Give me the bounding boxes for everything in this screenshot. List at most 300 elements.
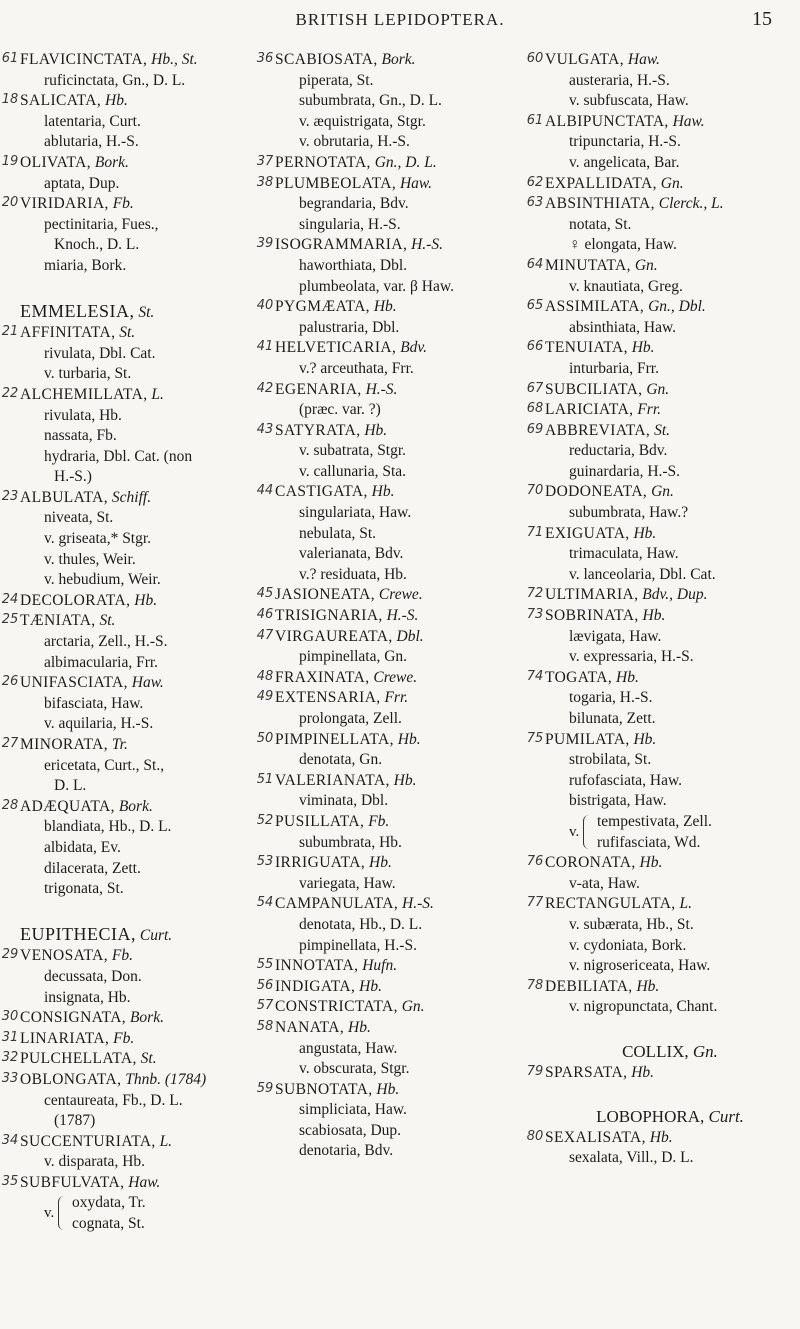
species-name: VIRIDARIA,	[20, 195, 109, 213]
synonym-line	[275, 91, 540, 112]
handwritten-number: 49	[256, 689, 274, 705]
synonym-line	[545, 71, 795, 92]
synonym-line	[20, 859, 272, 880]
species-name: PYGMÆATA,	[275, 298, 370, 316]
synonym: pectinitaria, Fues.,	[44, 215, 159, 233]
synonym: denotata, Hb., D. L.	[299, 915, 423, 933]
author: Crewe.	[375, 586, 423, 604]
synonym: ablutaria, H.-S.	[44, 133, 139, 151]
synonym: ♀ elongata, Haw.	[569, 236, 677, 254]
species-entry	[1, 1008, 272, 1029]
species-name: OLIVATA,	[20, 153, 91, 171]
synonym-line	[20, 632, 272, 653]
species-name: ABSINTHIATA,	[545, 195, 655, 213]
synonym: v. subærata, Hb., St.	[569, 915, 694, 933]
author: Haw.	[124, 1173, 161, 1191]
author: L.	[147, 385, 164, 403]
author: Hb.	[389, 771, 417, 789]
synonym-line	[20, 508, 272, 529]
synonym: latentaria, Curt.	[44, 112, 141, 130]
species-entry	[526, 585, 795, 606]
handwritten-number: 66	[526, 339, 544, 355]
species-name: EGENARIA,	[275, 380, 362, 398]
author: Bork.	[114, 797, 153, 815]
author: Gn.	[642, 380, 670, 398]
genus-name: EMMELESIA,	[20, 300, 135, 321]
handwritten-number: 61	[526, 112, 544, 128]
species-name: ULTIMARIA,	[545, 586, 639, 604]
handwritten-number: 69	[526, 421, 544, 437]
handwritten-number: 23	[1, 488, 19, 504]
author: Hb.	[344, 1018, 371, 1036]
species-name: ASSIMILATA,	[545, 298, 645, 316]
handwritten-number: 55	[256, 957, 274, 973]
handwritten-number: 64	[526, 256, 544, 272]
synonym: v. subfuscata, Haw.	[569, 92, 689, 110]
synonym-line	[20, 215, 272, 236]
synonym-line	[20, 467, 272, 488]
synonym-line	[20, 694, 272, 715]
species-name: TENUIATA,	[545, 339, 628, 357]
synonym-line	[275, 215, 540, 236]
genus-name	[545, 1107, 795, 1128]
species-entry	[526, 977, 795, 998]
handwritten-number: 36	[256, 51, 274, 66]
author: Crewe.	[369, 668, 418, 686]
author: H.-S.	[361, 380, 398, 398]
synonym: bifasciata, Haw.	[44, 694, 144, 712]
handwritten-number: 38	[256, 174, 274, 190]
synonym-line	[545, 277, 795, 298]
author: Bdv.	[396, 339, 428, 357]
synonym-line	[275, 71, 540, 92]
synonym: pimpinellata, Gn.	[299, 648, 408, 666]
species-entry	[1, 797, 272, 818]
author: Gn., Dbl.	[644, 298, 706, 316]
handwritten-number: 60	[526, 51, 544, 66]
synonym: aptata, Dup.	[44, 174, 120, 192]
synonym-line	[545, 441, 795, 462]
handwritten-number: 43	[256, 421, 274, 437]
genus-heading	[545, 1042, 795, 1063]
handwritten-number: 47	[256, 627, 274, 643]
synonym: hydraria, Dbl. Cat. (non	[44, 447, 193, 465]
synonym-line	[20, 550, 272, 571]
synonym-line	[275, 565, 540, 586]
species-entry	[256, 606, 540, 627]
synonym: trigonata, St.	[44, 880, 124, 898]
handwritten-number: 76	[526, 854, 544, 870]
synonym-line	[545, 544, 795, 565]
species-entry	[256, 894, 540, 915]
species-name: PERNOTATA,	[275, 153, 371, 171]
synonym-line	[20, 132, 272, 153]
handwritten-number: 31	[1, 1029, 19, 1045]
handwritten-number: 57	[256, 998, 274, 1014]
author: Gn.	[688, 1041, 718, 1061]
synonym: strobilata, St.	[569, 751, 652, 769]
author: Fb.	[108, 195, 134, 213]
author: H.-S.	[407, 236, 443, 254]
species-entry	[1, 385, 272, 406]
synonym-line	[20, 1091, 272, 1112]
spacer	[20, 900, 272, 924]
species-entry	[256, 338, 540, 359]
handwritten-number: 67	[526, 380, 544, 396]
author: Fb.	[364, 812, 390, 830]
handwritten-number: 80	[526, 1128, 544, 1144]
species-name: FLAVICINCTATA,	[20, 51, 148, 68]
species-entry	[526, 853, 795, 874]
species-entry	[526, 606, 795, 627]
handwritten-number: 33	[1, 1070, 19, 1086]
author: Clerck., L.	[654, 195, 724, 213]
handwritten-number: 50	[256, 730, 274, 746]
author: Bork.	[91, 153, 129, 171]
synonym-line	[545, 627, 795, 648]
synonym-line	[545, 688, 795, 709]
species-name: SCABIOSATA,	[275, 51, 378, 68]
species-name: PUSILLATA,	[275, 812, 365, 830]
species-entry	[1, 91, 272, 112]
column-3	[526, 50, 795, 1169]
species-entry	[1, 1029, 272, 1050]
synonym: guinardaria, H.-S.	[569, 462, 681, 480]
handwritten-number: 73	[526, 607, 544, 623]
synonym-line	[545, 997, 795, 1018]
species-entry	[1, 488, 272, 509]
author: Dbl.	[392, 627, 424, 645]
synonym-line	[545, 791, 795, 812]
synonym: v. cydoniata, Bork.	[569, 936, 687, 954]
species-name: JASIONEATA,	[275, 586, 376, 604]
synonym: bistrigata, Haw.	[569, 792, 667, 810]
synonym: v. hebudium, Weir.	[44, 571, 161, 589]
author: Hb., St.	[147, 51, 198, 68]
page-number: 15	[752, 8, 772, 30]
synonym: sexalata, Vill., D. L.	[569, 1149, 694, 1167]
synonym: v. knautiata, Greg.	[569, 277, 683, 295]
synonym-line	[275, 791, 540, 812]
synonym: v. griseata,* Stgr.	[44, 530, 152, 548]
species-entry	[526, 380, 795, 401]
synonym: begrandaria, Bdv.	[299, 195, 409, 213]
synonym-line	[20, 756, 272, 777]
species-name: EXPALLIDATA,	[545, 174, 657, 192]
synonym: v. lanceolaria, Dbl. Cat.	[569, 565, 716, 583]
column-2	[256, 50, 540, 1162]
synonym-line	[545, 1148, 795, 1169]
author: L.	[675, 895, 692, 913]
author: St.	[136, 1050, 157, 1068]
synonym: v. angelicata, Bar.	[569, 153, 680, 171]
species-entry	[526, 668, 795, 689]
synonym: v. obscurata, Stgr.	[299, 1060, 410, 1078]
author: Bork.	[377, 51, 416, 68]
author: Fb.	[108, 947, 134, 965]
synonym-line	[275, 544, 540, 565]
species-name: EXTENSARIA,	[275, 689, 381, 707]
synonym-line	[545, 132, 795, 153]
author: L.	[155, 1132, 173, 1150]
synonym: reductaria, Bdv.	[569, 442, 668, 460]
species-name: MINORATA,	[20, 736, 109, 753]
variety-brace-group	[545, 812, 795, 853]
species-entry	[1, 591, 272, 612]
synonym-continuation: Knoch., D. L.	[54, 236, 140, 254]
synonym: nassata, Fb.	[44, 427, 117, 445]
species-entry	[256, 585, 540, 606]
author: Fb.	[109, 1029, 135, 1047]
synonym-line	[545, 565, 795, 586]
synonym: v. disparata, Hb.	[44, 1153, 146, 1171]
synonym: niveata, St.	[44, 509, 114, 527]
species-entry	[526, 297, 795, 318]
species-entry	[526, 256, 795, 277]
author: Hb.	[372, 1080, 400, 1098]
author: Curt.	[704, 1107, 744, 1127]
synonym-line	[20, 653, 272, 674]
species-entry	[1, 153, 272, 174]
author: Hb.	[365, 854, 392, 872]
handwritten-number: 28	[1, 797, 19, 813]
handwritten-number: 41	[256, 339, 274, 355]
synonym-line	[20, 570, 272, 591]
species-entry	[1, 611, 272, 632]
species-name: SATYRATA,	[275, 421, 361, 439]
synonym-line	[20, 1111, 272, 1132]
author: Hb.	[355, 977, 382, 995]
synonym-continuation: D. L.	[54, 777, 87, 795]
author: Hb.	[612, 668, 639, 686]
synonym: decussata, Don.	[44, 967, 142, 985]
species-name: SUBFULVATA,	[20, 1173, 125, 1191]
species-entry	[256, 1080, 540, 1101]
synonym-line	[275, 256, 540, 277]
synonym: lævigata, Haw.	[569, 627, 662, 645]
synonym-line	[275, 400, 540, 421]
species-entry	[526, 524, 795, 545]
handwritten-number: 59	[256, 1080, 274, 1096]
handwritten-number: 72	[526, 586, 544, 602]
author: Schiff.	[108, 488, 152, 506]
species-name: IRRIGUATA,	[275, 854, 366, 872]
synonym: nebulata, St.	[299, 524, 377, 542]
handwritten-number: 70	[526, 483, 544, 499]
handwritten-number: 61	[1, 51, 19, 66]
synonym: trimaculata, Haw.	[569, 545, 679, 563]
synonym: dilacerata, Zett.	[44, 859, 141, 877]
synonym-line	[20, 838, 272, 859]
synonym-line	[20, 1152, 272, 1173]
species-entry	[256, 174, 540, 195]
species-entry	[256, 153, 540, 174]
species-entry	[526, 894, 795, 915]
synonym-line	[275, 503, 540, 524]
synonym-line	[20, 967, 272, 988]
species-name: PLUMBEOLATA,	[275, 174, 397, 192]
species-entry	[1, 1049, 272, 1070]
synonym-line	[275, 874, 540, 895]
handwritten-number: 34	[1, 1132, 19, 1148]
synonym-line	[20, 817, 272, 838]
handwritten-number: 63	[526, 195, 544, 211]
species-name: MINUTATA,	[545, 256, 631, 274]
species-entry	[256, 956, 540, 977]
synonym: inturbaria, Frr.	[569, 359, 659, 377]
synonym: simpliciata, Haw.	[299, 1101, 407, 1119]
species-entry	[1, 673, 272, 694]
synonym-line	[545, 359, 795, 380]
synonym: v-ata, Haw.	[569, 874, 640, 892]
author: Gn., D. L.	[370, 153, 437, 171]
synonym: prolongata, Zell.	[299, 710, 402, 727]
handwritten-number: 71	[526, 524, 544, 540]
author: Gn.	[630, 256, 658, 274]
species-name: UNIFASCIATA,	[20, 674, 128, 692]
species-name: ALCHEMILLATA,	[20, 385, 148, 403]
author: Haw.	[624, 51, 660, 68]
species-entry	[256, 421, 540, 442]
synonym: arctaria, Zell., H.-S.	[44, 633, 168, 651]
variety-name: rufifasciata, Wd.	[597, 833, 701, 851]
synonym: austeraria, H.-S.	[569, 71, 670, 89]
species-entry	[256, 977, 540, 998]
species-name: DEBILIATA,	[545, 977, 633, 995]
synonym-line	[275, 194, 540, 215]
synonym: v. expressaria, H.-S.	[569, 648, 694, 666]
synonym-line	[20, 235, 272, 256]
species-name: DECOLORATA,	[20, 591, 131, 609]
synonym-line	[545, 91, 795, 112]
synonym-continuation: (1787)	[54, 1112, 96, 1130]
variety-name: tempestivata, Zell.	[597, 812, 712, 830]
genus-name	[545, 1042, 795, 1063]
species-entry	[256, 1018, 540, 1039]
handwritten-number: 51	[256, 771, 274, 787]
synonym: bilunata, Zett.	[569, 710, 656, 727]
species-name: CAMPANULATA,	[275, 895, 399, 913]
variety-name: oxydata, Tr.	[72, 1194, 146, 1212]
species-entry	[256, 50, 540, 71]
synonym-line	[545, 956, 795, 977]
synonym-line	[275, 1100, 540, 1121]
author: Bdv., Dup.	[638, 586, 708, 604]
genus-title: COLLIX,	[622, 1041, 689, 1061]
variety-marker: v.	[569, 823, 580, 840]
synonym: v. nigropunctata, Chant.	[569, 998, 718, 1016]
author: Hb.	[101, 92, 128, 110]
author: Hb.	[638, 607, 666, 625]
species-entry	[1, 323, 272, 344]
author: H.-S.	[398, 895, 434, 913]
synonym-line	[20, 879, 272, 900]
synonym-line	[275, 1141, 540, 1162]
handwritten-number: 26	[1, 674, 19, 690]
species-name: CORONATA,	[545, 854, 636, 872]
species-entry	[526, 1128, 795, 1149]
synonym-line	[545, 235, 795, 256]
species-name: OBLONGATA,	[20, 1070, 122, 1088]
species-entry	[526, 482, 795, 503]
synonym-line	[275, 1039, 540, 1060]
synonym: v.? arceuthata, Frr.	[299, 359, 414, 377]
species-name: DODONEATA,	[545, 483, 648, 501]
author: Hb.	[629, 524, 657, 542]
species-name: LINARIATA,	[20, 1029, 110, 1047]
synonym: v.? residuata, Hb.	[299, 565, 407, 583]
species-name: PULCHELLATA,	[20, 1050, 137, 1068]
synonym-line	[20, 426, 272, 447]
species-name: CONSTRICTATA,	[275, 998, 398, 1016]
handwritten-number: 29	[1, 947, 19, 963]
handwritten-number: 62	[526, 174, 544, 190]
synonym: angustata, Haw.	[299, 1039, 398, 1057]
synonym-line	[20, 406, 272, 427]
species-entry	[256, 771, 540, 792]
synonym: v. aquilaria, H.-S.	[44, 715, 154, 733]
author: Haw.	[668, 112, 705, 130]
species-entry	[1, 1070, 272, 1091]
author: Haw.	[396, 174, 432, 192]
synonym: v. callunaria, Sta.	[299, 462, 407, 480]
spacer	[545, 1083, 795, 1107]
handwritten-number: 20	[1, 195, 19, 211]
species-entry	[256, 297, 540, 318]
author: St.	[650, 421, 671, 439]
species-entry	[256, 997, 540, 1018]
synonym: v. thules, Weir.	[44, 550, 136, 568]
author: Hb.	[632, 977, 660, 995]
synonym: absinthiata, Haw.	[569, 318, 677, 336]
species-name: TRISIGNARIA,	[275, 607, 383, 625]
synonym: ruficinctata, Gn., D. L.	[44, 71, 186, 89]
handwritten-number: 65	[526, 298, 544, 314]
synonym: singulariata, Haw.	[299, 504, 412, 522]
handwritten-number: 18	[1, 92, 19, 108]
synonym-line	[545, 153, 795, 174]
author: Frr.	[380, 689, 409, 707]
handwritten-number: 48	[256, 668, 274, 684]
species-entry	[526, 50, 795, 71]
species-name: HELVETICARIA,	[275, 339, 397, 357]
author: St.	[134, 303, 155, 321]
species-entry	[256, 812, 540, 833]
author: Gn.	[656, 174, 684, 192]
synonym-continuation: H.-S.)	[54, 468, 92, 486]
species-name: NANATA,	[275, 1018, 345, 1036]
handwritten-number: 30	[1, 1009, 19, 1025]
author: Hb.	[627, 1063, 655, 1081]
species-name: ALBIPUNCTATA,	[545, 112, 669, 130]
species-entry	[256, 853, 540, 874]
synonym: subumbrata, Haw.?	[569, 504, 689, 522]
author: Frr.	[633, 401, 662, 419]
synonym: v. nigrosericeata, Haw.	[569, 957, 711, 975]
handwritten-number: 46	[256, 607, 274, 623]
species-entry	[256, 482, 540, 503]
handwritten-number: 52	[256, 812, 274, 828]
synonym: valerianata, Bdv.	[299, 545, 404, 563]
handwritten-number: 24	[1, 591, 19, 607]
synonym: notata, St.	[569, 215, 632, 233]
synonym: v. subatrata, Stgr.	[299, 442, 407, 460]
synonym: v. obrutaria, H.-S.	[299, 133, 410, 151]
handwritten-number: 79	[526, 1063, 544, 1079]
synonym-line	[545, 874, 795, 895]
species-entry	[1, 1173, 272, 1194]
synonym: albimacularia, Frr.	[44, 653, 159, 671]
